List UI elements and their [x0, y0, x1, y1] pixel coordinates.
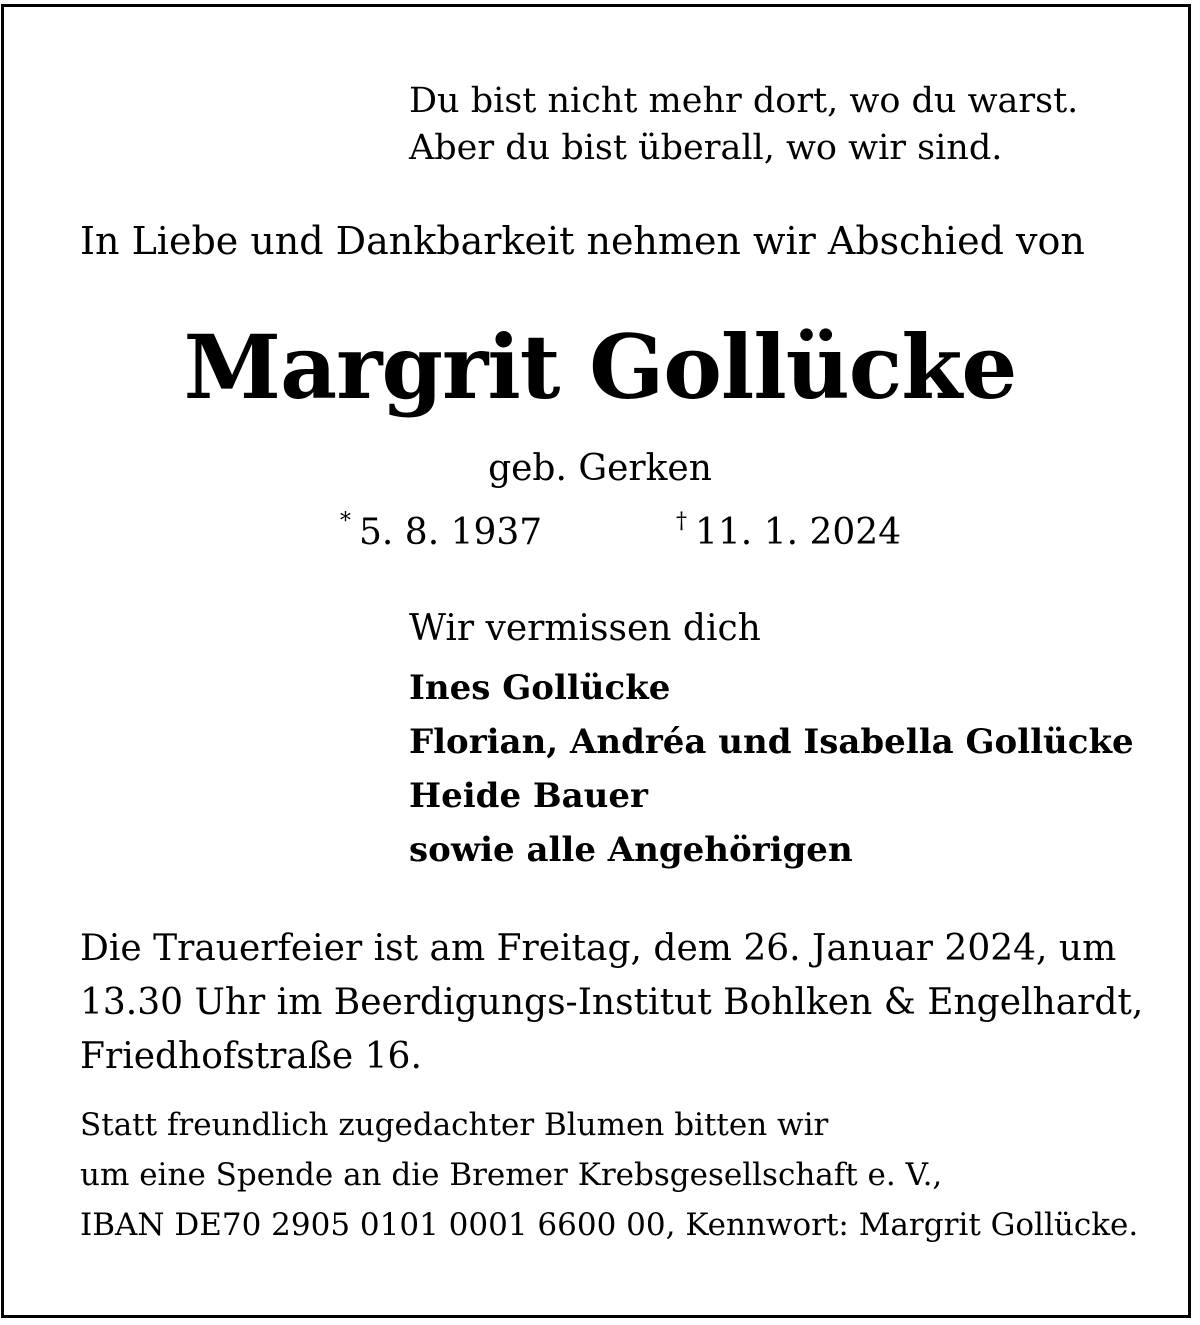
donation-line-2: um eine Spende an die Bremer Krebsgesellschaft e. V., [80, 1157, 943, 1193]
death-date-line [676, 509, 902, 553]
death-date: 11. 1. 2024 [695, 512, 902, 553]
farewell-intro: In Liebe und Dankbarkeit nehmen wir Abschied von [80, 219, 1085, 263]
maiden-name: geb. Gerken [488, 448, 712, 489]
mourner-name: Florian, Andréa und Isabella Gollücke [409, 722, 1134, 762]
mourner-name: sowie alle Angehörigen [409, 830, 853, 870]
birth-date: 5. 8. 1937 [359, 512, 543, 553]
verse-line-1: Du bist nicht mehr dort, wo du warst. [409, 81, 1079, 121]
mourner-name: Heide Bauer [409, 776, 648, 816]
funeral-info-line-1: Die Trauerfeier ist am Freitag, dem 26. Januar 2024, um [80, 928, 1117, 969]
deceased-name: Margrit Gollücke [183, 315, 1017, 419]
death-cross-icon: † [676, 509, 687, 534]
birth-date-line [340, 509, 543, 553]
birth-star-icon: * [340, 509, 351, 534]
verse-line-2: Aber du bist überall, wo wir sind. [409, 128, 1003, 168]
funeral-info-line-3: Friedhofstraße 16. [80, 1036, 422, 1077]
mourner-name: Ines Gollücke [409, 668, 671, 708]
funeral-info-line-2: 13.30 Uhr im Beerdigungs-Institut Bohlken & Engelhardt, [80, 982, 1144, 1023]
mourners-intro: Wir vermissen dich [409, 608, 761, 649]
donation-line-1: Statt freundlich zugedachter Blumen bitten wir [80, 1107, 829, 1143]
donation-line-3: IBAN DE70 2905 0101 0001 6600 00, Kennwort: Margrit Gollücke. [80, 1207, 1139, 1243]
